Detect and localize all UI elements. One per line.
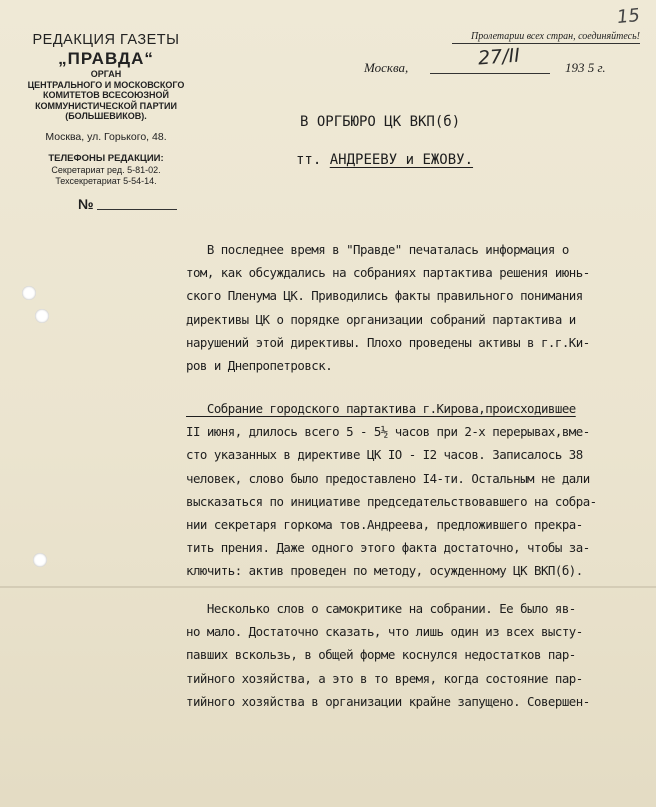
text-line: сто указанных в директиве ЦК IO - I2 часов. Записалось 38 — [186, 447, 583, 463]
text-line: том, как обсуждались на собраниях партактива решения июнь- — [186, 265, 590, 281]
newspaper-name: „ПРАВДА“ — [58, 49, 154, 68]
date-line — [430, 73, 550, 74]
text-line: тийного хозяйства в организации крайне запущено. Совершен- — [186, 693, 590, 709]
number-label: № — [78, 196, 94, 212]
addressee-prefix: тт. — [296, 152, 322, 168]
text-line: В последнее время в "Правде" печаталась информация о — [186, 242, 569, 257]
place-label: Москва, — [364, 60, 409, 75]
text-line: но мало. Достаточно сказать, что лишь один из всех высту- — [186, 624, 583, 640]
text-line: Несколько слов о самокритике на собрании. Ее было яв- — [186, 601, 576, 616]
text-line: ского Пленума ЦК. Приводились факты правильного понимания — [186, 288, 583, 304]
text-line: тить прения. Даже одного этого факта достаточно, чтобы за- — [186, 540, 590, 556]
year-label: 193 5 г. — [565, 60, 606, 75]
text-line: Собрание городского партактива г.Кирова,происходившее — [186, 401, 576, 416]
organ-line: ЦЕНТРАЛЬНОГО И МОСКОВСКОГО — [27, 79, 185, 90]
paragraph-3 — [186, 597, 646, 713]
text-line: II июня, длилось всего 5 - 5½ часов при 2-х перерывах,вме- — [186, 424, 590, 440]
phone-line: Секретариат ред. 5-81-02. — [51, 164, 161, 175]
letterhead-organ — [16, 69, 196, 122]
organ-line: ОРГАН — [90, 69, 122, 79]
text-line: высказаться по инициативе председательствовавшего на собра- — [186, 493, 597, 509]
page-number: 15 — [615, 4, 641, 29]
letterhead-address: Москва, ул. Горького, 48. — [45, 130, 167, 143]
text-line: человек, слово было предоставлено I4-ти. Остальным не дали — [186, 470, 590, 486]
paper-fold — [0, 586, 656, 588]
punch-hole — [22, 286, 36, 300]
number-field-line — [97, 209, 177, 210]
letterhead-title: РЕДАКЦИЯ ГАЗЕТЫ — [32, 32, 180, 48]
letterhead — [16, 32, 196, 187]
phone-line: Техсекретариат 5-54-14. — [55, 175, 157, 186]
organ-line: КОМИТЕТОВ ВСЕСОЮЗНОЙ — [42, 90, 170, 100]
addressee-line-1: В ОРГБЮРО ЦК ВКП(б) — [300, 114, 461, 130]
punch-hole — [33, 553, 47, 567]
organ-line: (БОЛЬШЕВИКОВ). — [65, 111, 147, 121]
addressee-names: АНДРЕЕВУ и ЕЖОВУ. — [329, 152, 474, 168]
phones-heading: ТЕЛЕФОНЫ РЕДАКЦИИ: — [48, 152, 164, 164]
handwritten-date: 27/II — [477, 44, 521, 70]
punch-hole — [35, 309, 49, 323]
addressee-line-2 — [296, 152, 473, 168]
text-line: нии секретаря горкома тов.Андреева, предложившего прекра- — [186, 517, 583, 533]
text-line: директивы ЦК о порядке организации собраний партактива и — [186, 311, 576, 327]
text-line: павших вскользь, в общей форме коснулся недостатков пар- — [186, 647, 576, 663]
slogan: Пролетарии всех стран, соединяйтесь! — [452, 31, 640, 44]
text-line: ключить: актив проведен по методу, осужденному ЦК ВКП(б). — [186, 563, 583, 579]
paragraph-1 — [186, 238, 646, 377]
organ-line: КОММУНИСТИЧЕСКОЙ ПАРТИИ — [35, 100, 177, 111]
text-line: нарушений этой директивы. Плохо проведены активы в г.г.Ки- — [186, 334, 590, 350]
text-line: тийного хозяйства, а это в то время, когда состояние пар- — [186, 670, 583, 686]
text-line: ров и Днепропетровск. — [186, 358, 333, 374]
paragraph-2 — [186, 397, 646, 583]
